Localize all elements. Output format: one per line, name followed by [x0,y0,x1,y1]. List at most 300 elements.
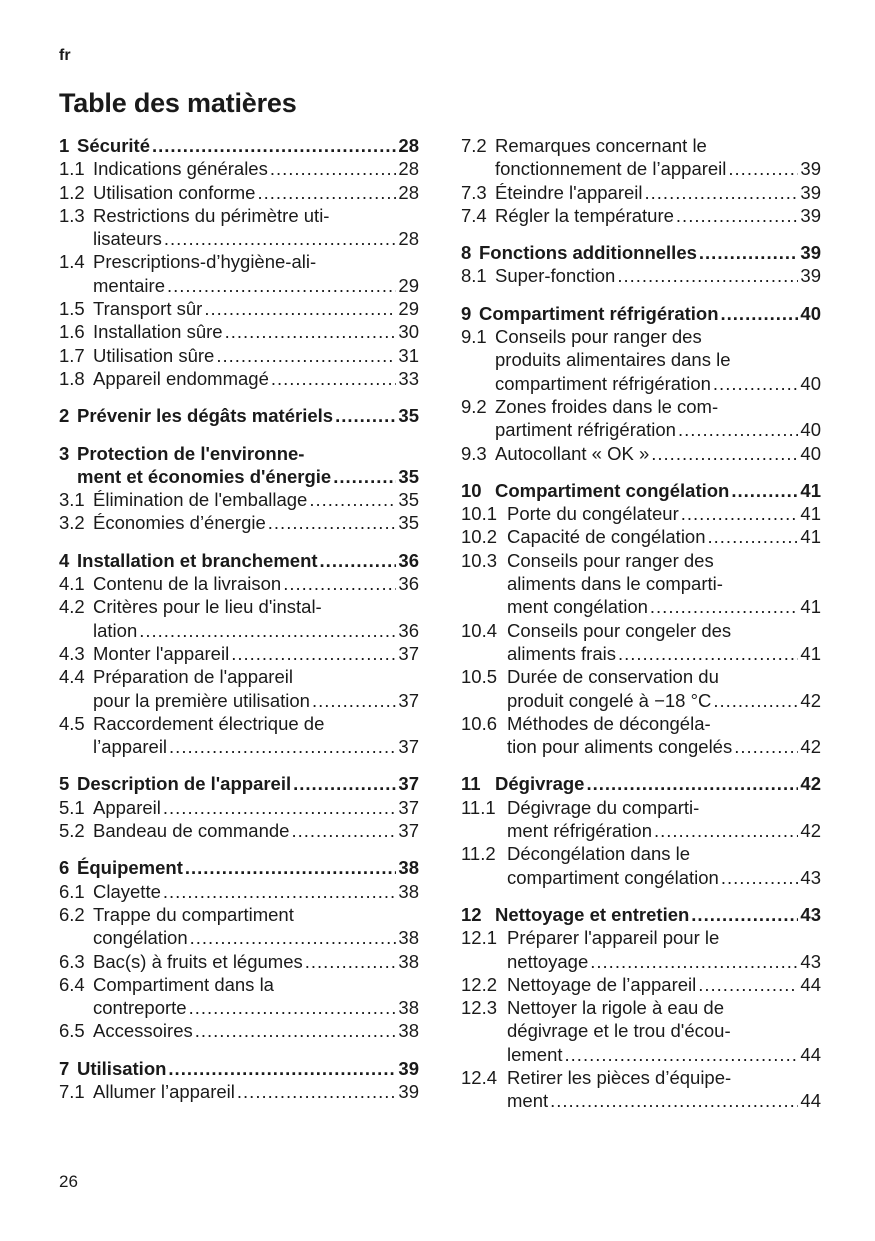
toc-chapter-entry[interactable] [461,302,821,325]
toc-entry[interactable] [59,665,419,712]
toc-entry[interactable] [59,642,419,665]
toc-entry-title: ment congélation [507,596,648,618]
toc-entry-number: 5.1 [59,796,85,818]
toc-section [59,772,419,842]
toc-entry-title: Décongélation dans le [507,843,691,865]
toc-entry[interactable] [59,712,419,759]
toc-entry-title: Conseils pour ranger des [495,326,702,348]
toc-entry-title: Allumer l’appareil [93,1080,235,1102]
toc-page-number: 28 [398,135,419,156]
toc-entry-number: 1.4 [59,251,85,273]
toc-entry[interactable] [59,344,419,367]
toc-entry-number: 9 [461,302,472,324]
toc-entry-title: Appareil endommagé [93,367,269,389]
toc-entry-title: l’appareil [93,736,168,758]
toc-entry-title: Super-fonction [495,265,616,287]
toc-leader-dots [195,1019,397,1042]
toc-page-number: 42 [800,689,821,711]
toc-entry-title: Élimination de l'emballage [93,489,308,511]
toc-entry-title: Préparation de l'appareil [93,666,293,688]
toc-leader-dots [333,465,396,488]
toc-entry-number: 4.1 [59,573,85,595]
toc-entry-title: produits alimentaires dans le [495,349,731,371]
toc-entry[interactable] [59,950,419,973]
toc-entry-number: 8.1 [461,265,487,287]
toc-leader-dots [651,442,798,465]
toc-entry[interactable] [461,973,821,996]
toc-leader-dots [698,973,798,996]
toc-section [461,134,821,227]
toc-page-number: 29 [398,298,419,320]
toc-column-right [461,134,821,1127]
toc-entry-number: 9.2 [461,395,487,417]
toc-entry-title: Critères pour le lieu d'instal- [93,596,322,618]
toc-leader-dots [617,264,798,287]
toc-entry-title: tion pour aliments congelés [507,736,733,758]
toc-entry[interactable] [461,1066,821,1113]
toc-leader-dots [189,996,397,1019]
toc-entry-number: 1.6 [59,321,85,343]
toc-entry-title: mentaire [93,274,165,296]
toc-entry-title: Prescriptions-d’hygiène-ali- [93,251,317,273]
toc-entry-title: Compartiment réfrigération [479,302,719,324]
toc-page-number: 38 [398,927,419,949]
toc-page-number: 29 [398,274,419,296]
toc-entry[interactable] [461,134,821,181]
toc-entry-title: ment et économies d'énergie [77,465,332,487]
toc-leader-dots [699,241,799,264]
toc-entry[interactable] [59,1019,419,1042]
toc-entry-title: aliments dans le comparti- [507,573,723,595]
toc-page-number: 37 [398,642,419,664]
toc-page-number: 44 [800,1090,821,1112]
toc-entry-title: Autocollant « OK » [495,442,650,464]
toc-leader-dots [216,344,396,367]
toc-leader-dots [713,372,799,395]
toc-entry-number: 1 [59,135,70,156]
toc-leader-dots [268,511,397,534]
toc-page-number: 40 [800,419,821,441]
toc-entry-number: 10.5 [461,666,498,688]
toc-entry-title: Préparer l'appareil pour le [507,927,720,949]
toc-entry-number: 1.1 [59,158,85,180]
toc-entry-title: Monter l'appareil [93,642,230,664]
toc-page-number: 36 [398,619,419,641]
toc-entry-number: 12.4 [461,1066,498,1088]
toc-entry-number: 9.3 [461,442,487,464]
toc-entry-number: 12.3 [461,997,498,1019]
toc-entry-title: compartiment réfrigération [495,372,711,394]
toc-page-number: 30 [398,321,419,343]
toc-entry-number: 6.5 [59,1020,85,1042]
toc-entry-number: 7.1 [59,1080,85,1102]
toc-entry-title: Accessoires [93,1020,193,1042]
toc-entry-title: Nettoyer la rigole à eau de [507,997,724,1019]
toc-entry[interactable] [59,511,419,534]
toc-entry-title: Compartiment dans la [93,973,274,995]
toc-entry-title: Raccordement électrique de [93,712,325,734]
toc-leader-dots [691,903,798,926]
toc-page-number: 37 [398,796,419,818]
toc-page-number: 28 [398,181,419,203]
toc-entry-number: 9.1 [461,326,487,348]
toc-page-number: 35 [398,489,419,511]
toc-entry-title: fonctionnement de l’appareil [495,158,727,180]
toc-leader-dots [168,1057,396,1080]
toc-chapter-entry[interactable] [59,549,419,572]
toc-column-left [59,134,419,1117]
toc-chapter-entry[interactable] [59,772,419,795]
toc-entry[interactable] [461,204,821,227]
toc-chapter-entry[interactable] [59,442,419,489]
toc-entry-title: Installation sûre [93,321,223,343]
toc-entry-title: produit congelé à −18 °C [507,689,712,711]
toc-entry-title: Régler la température [495,204,674,226]
toc-entry-number: 10.1 [461,503,498,525]
toc-entry[interactable] [59,819,419,842]
toc-entry-title: compartiment congélation [507,866,719,888]
toc-page-number: 41 [800,642,821,664]
toc-page-number: 39 [800,242,821,264]
toc-entry-title: Nettoyage de l’appareil [507,973,697,995]
toc-chapter-entry[interactable] [461,241,821,264]
toc-page-number: 35 [398,512,419,534]
toc-entry-title: Bandeau de commande [93,820,290,842]
toc-entry-title: aliments frais [507,642,616,664]
toc-leader-dots [618,642,798,665]
toc-leader-dots [650,595,799,618]
toc-chapter-entry[interactable] [461,903,821,926]
toc-entry-number: 10.6 [461,712,498,734]
toc-entry-number: 4 [59,549,70,571]
toc-page-number: 36 [398,549,419,571]
toc-section [461,903,821,1113]
toc-leader-dots [291,819,396,842]
toc-entry-number: 11 [461,773,481,795]
toc-leader-dots [305,950,397,973]
toc-section [59,856,419,1042]
toc-entry-title: Capacité de congélation [507,526,706,548]
toc-leader-dots [550,1089,798,1112]
toc-entry-number: 11.1 [461,796,496,818]
toc-entry-title: Dégivrage du comparti- [507,796,700,818]
toc-chapter-entry[interactable] [59,404,419,427]
toc-entry-title: Retirer les pièces d’équipe- [507,1066,732,1088]
toc-entry-title: nettoyage [507,950,589,972]
toc-entry-title: lation [93,619,138,641]
page-title: Table des matières [59,88,297,118]
toc-leader-dots [237,1080,397,1103]
toc-entry-title: Équipement [77,857,183,879]
toc-entry[interactable] [461,996,821,1066]
toc-chapter-entry[interactable] [461,772,821,795]
toc-leader-dots [676,204,799,227]
toc-entry-title: contreporte [93,997,187,1019]
toc-page-number: 39 [800,265,821,287]
toc-entry-title: Sécurité [77,135,151,156]
toc-entry-title: Zones froides dans le com- [495,395,719,417]
toc-entry[interactable] [59,181,419,204]
toc-entry[interactable] [461,442,821,465]
toc-entry-title: Éteindre l'appareil [495,181,643,203]
toc-page-number: 38 [398,1020,419,1042]
toc-page-number: 37 [398,820,419,842]
toc-entry-number: 12 [461,903,482,925]
toc-chapter-entry[interactable] [59,134,419,157]
toc-entry[interactable] [461,502,821,525]
toc-leader-dots [721,866,799,889]
toc-entry[interactable] [59,595,419,642]
toc-entry-number: 7.3 [461,181,487,203]
toc-entry[interactable] [461,796,821,843]
toc-page-number: 31 [398,344,419,366]
toc-entry-number: 2 [59,405,70,427]
toc-page-number: 42 [800,820,821,842]
toc-page-number: 38 [398,997,419,1019]
toc-entry-number: 6 [59,857,70,879]
toc-entry-title: dégivrage et le trou d'écou- [507,1020,731,1042]
toc-entry[interactable] [59,880,419,903]
toc-entry-title: Utilisation sûre [93,344,215,366]
toc-entry[interactable] [461,665,821,712]
toc-entry-number: 12.2 [461,973,498,995]
toc-page-number: 39 [398,1080,419,1102]
toc-leader-dots [586,772,798,795]
toc-page-number: 41 [800,526,821,548]
toc-entry-number: 3 [59,442,70,464]
toc-section [59,549,419,759]
toc-entry-title: Utilisation [77,1057,167,1079]
toc-entry-title: partiment réfrigération [495,419,676,441]
toc-entry-title: Dégivrage [495,773,585,795]
toc-entry-title: Appareil [93,796,161,818]
toc-leader-dots [169,735,396,758]
toc-entry[interactable] [59,157,419,180]
toc-entry-number: 1.3 [59,204,85,226]
toc-leader-dots [283,572,396,595]
toc-leader-dots [163,880,397,903]
language-code: fr [59,47,71,64]
toc-entry[interactable] [461,926,821,973]
toc-section [59,404,419,427]
toc-entry-number: 1.5 [59,298,85,320]
toc-leader-dots [678,418,798,441]
toc-entry-title: Bac(s) à fruits et légumes [93,950,303,972]
toc-entry[interactable] [461,264,821,287]
toc-entry-number: 11.2 [461,843,496,865]
toc-entry[interactable] [59,973,419,1020]
toc-entry[interactable] [461,549,821,619]
toc-entry-title: Durée de conservation du [507,666,719,688]
toc-leader-dots [225,320,397,343]
toc-section [461,479,821,759]
toc-entry-number: 4.4 [59,666,85,688]
toc-page-number: 38 [398,950,419,972]
toc-page-number: 44 [800,973,821,995]
toc-entry[interactable] [59,1080,419,1103]
toc-page-number: 38 [398,880,419,902]
toc-entry[interactable] [59,320,419,343]
toc-entry-title: Nettoyage et entretien [495,903,690,925]
toc-leader-dots [590,950,798,973]
toc-entry-title: Conseils pour congeler des [507,619,732,641]
toc-entry[interactable] [461,395,821,442]
toc-page-number: 35 [398,465,419,487]
toc-entry-title: lisateurs [93,228,162,250]
toc-page-number: 38 [398,857,419,879]
toc-entry[interactable] [59,488,419,511]
toc-entry-number: 1.8 [59,367,85,389]
toc-entry-title: Contenu de la livraison [93,573,282,595]
toc-page-number: 41 [800,503,821,525]
toc-entry[interactable] [461,181,821,204]
toc-entry-number: 10 [461,479,482,501]
toc-entry-number: 4.5 [59,712,85,734]
toc-page-number: 36 [398,573,419,595]
toc-leader-dots [320,549,397,572]
toc-entry-title: Méthodes de décongéla- [507,712,711,734]
toc-entry-title: ment [507,1090,549,1112]
toc-leader-dots [734,735,798,758]
toc-leader-dots [231,642,396,665]
toc-leader-dots [645,181,799,204]
toc-page-number: 37 [398,736,419,758]
toc-page-number: 37 [398,773,419,795]
toc-leader-dots [654,819,798,842]
toc-leader-dots [713,689,798,712]
toc-entry-title: lement [507,1043,563,1065]
toc-leader-dots [152,134,396,157]
toc-entry-title: Remarques concernant le [495,135,707,156]
toc-entry-title: Description de l'appareil [77,773,292,795]
toc-entry-title: Trappe du compartiment [93,903,294,925]
toc-entry-number: 3.1 [59,489,85,511]
toc-page-number: 37 [398,689,419,711]
toc-chapter-entry[interactable] [59,1057,419,1080]
toc-page-number: 44 [800,1043,821,1065]
toc-page-number: 43 [800,903,821,925]
toc-entry-title: Indications générales [93,158,268,180]
toc-leader-dots [728,157,798,180]
toc-page-number: 42 [800,736,821,758]
toc-entry-title: Économies d’énergie [93,512,266,534]
toc-entry[interactable] [461,325,821,395]
toc-entry-title: Prévenir les dégâts matériels [77,405,334,427]
toc-entry[interactable] [59,297,419,320]
toc-entry[interactable] [59,796,419,819]
toc-entry-title: ment réfrigération [507,820,652,842]
toc-entry-title: pour la première utilisation [93,689,310,711]
toc-entry[interactable] [461,525,821,548]
toc-page-number: 28 [398,158,419,180]
toc-leader-dots [167,274,396,297]
toc-entry-number: 1.7 [59,344,85,366]
toc-leader-dots [309,488,396,511]
toc-entry-title: congélation [93,927,188,949]
toc-page-number: 35 [398,405,419,427]
toc-entry-number: 8 [461,242,472,264]
toc-entry[interactable] [59,250,419,297]
toc-page-number: 43 [800,950,821,972]
toc-leader-dots [681,502,799,525]
toc-entry-number: 7.4 [461,204,487,226]
toc-entry-title: Clayette [93,880,161,902]
toc-chapter-entry[interactable] [59,856,419,879]
toc-entry-title: Compartiment congélation [495,479,730,501]
toc-entry-number: 4.2 [59,596,85,618]
toc-entry-number: 10.2 [461,526,498,548]
toc-entry-number: 6.2 [59,903,85,925]
toc-entry-title: Porte du congélateur [507,503,679,525]
toc-page-number: 39 [800,158,821,180]
toc-page-number: 28 [398,228,419,250]
toc-section [59,1057,419,1104]
toc-page-number: 39 [398,1057,419,1079]
toc-section [461,772,821,888]
toc-page-number: 43 [800,866,821,888]
toc-page-number: 40 [800,302,821,324]
toc-entry[interactable] [59,572,419,595]
toc-entry-title: Fonctions additionnelles [479,242,697,264]
toc-entry[interactable] [59,367,419,390]
toc-page-number: 33 [398,367,419,389]
toc-page-number: 39 [800,204,821,226]
toc-leader-dots [270,157,397,180]
toc-entry-number: 6.4 [59,973,85,995]
toc-entry-number: 12.1 [461,927,498,949]
toc-leader-dots [257,181,396,204]
toc-entry-title: Transport sûr [93,298,203,320]
toc-leader-dots [293,772,396,795]
toc-entry-number: 5 [59,773,70,795]
toc-entry-number: 10.4 [461,619,498,641]
toc-section [461,241,821,288]
toc-entry-number: 4.3 [59,642,85,664]
toc-leader-dots [164,227,397,250]
toc-page-number: 39 [800,181,821,203]
toc-entry-title: Utilisation conforme [93,181,256,203]
toc-entry-number: 3.2 [59,512,85,534]
toc-leader-dots [139,619,396,642]
toc-entry-number: 7 [59,1057,70,1079]
toc-page-number: 40 [800,442,821,464]
toc-entry-title: Restrictions du périmètre uti- [93,204,330,226]
toc-page-number: 40 [800,372,821,394]
toc-page-number: 42 [800,773,821,795]
toc-section [461,302,821,465]
toc-entry-title: Conseils pour ranger des [507,549,714,571]
toc-entry[interactable] [59,204,419,251]
toc-chapter-entry[interactable] [461,479,821,502]
toc-entry[interactable] [461,842,821,889]
toc-leader-dots [335,404,396,427]
toc-leader-dots [721,302,799,325]
toc-page-number: 41 [800,479,821,501]
toc-page-number: 41 [800,596,821,618]
toc-entry[interactable] [59,903,419,950]
toc-section [59,442,419,535]
toc-entry[interactable] [461,619,821,666]
toc-leader-dots [271,367,397,390]
toc-leader-dots [163,796,397,819]
toc-section [59,134,419,390]
page-number: 26 [59,1172,78,1191]
toc-leader-dots [708,525,799,548]
toc-entry-number: 7.2 [461,135,487,156]
toc-entry-number: 5.2 [59,820,85,842]
toc-entry[interactable] [461,712,821,759]
toc-leader-dots [204,297,396,320]
